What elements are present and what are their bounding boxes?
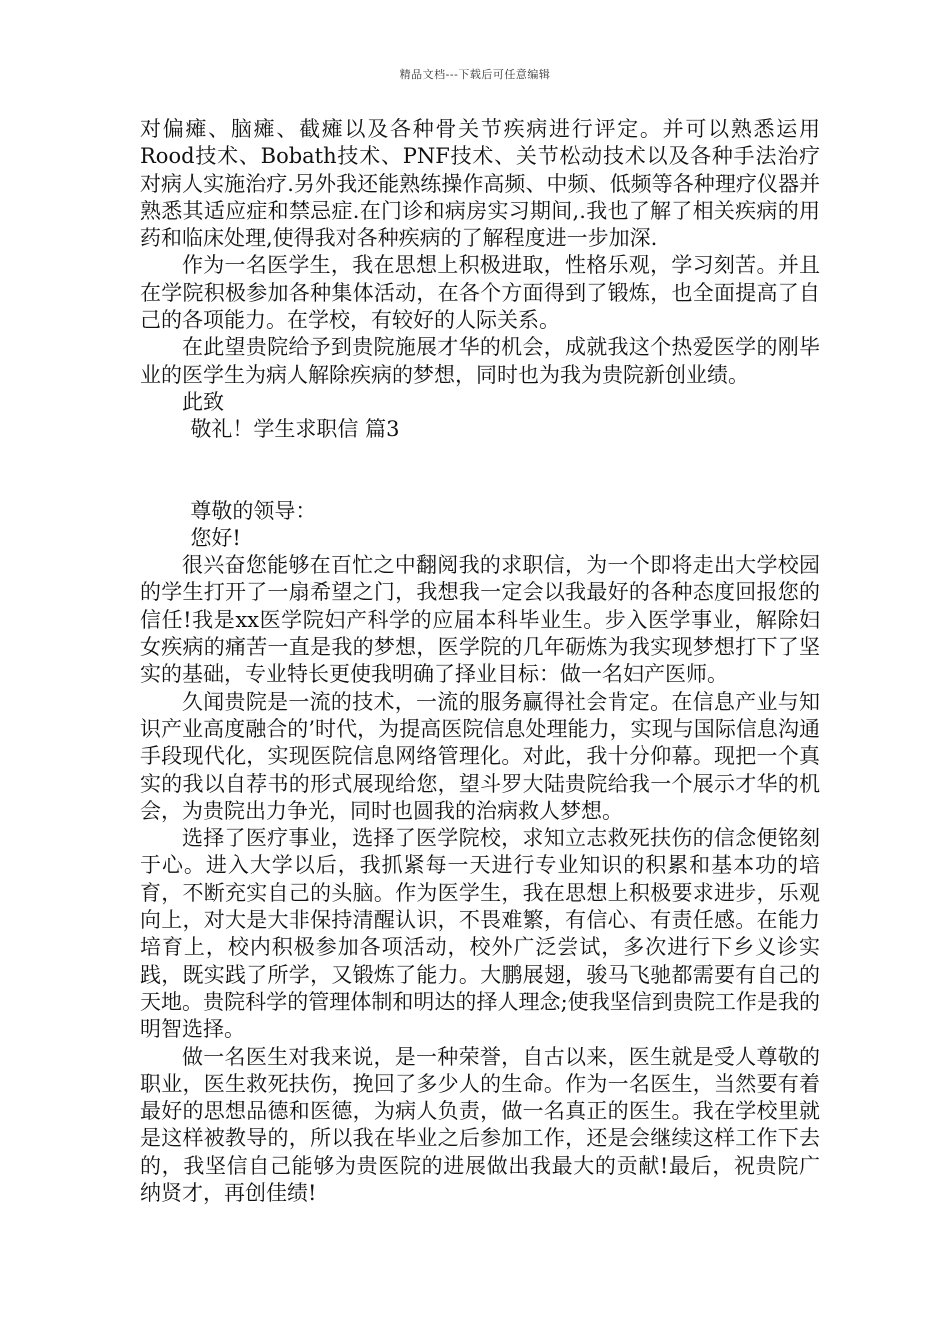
paragraph-university-experience: 选择了医疗事业，选择了医学院校，求知立志救死扶伤的信念便铭刻于心。进入大学以后，我抓紧每一天进行专业知识的积累和基本功的培育，不断充实自己的头脑。作为医学生，我在思想上积极要求进步，乐观向上，对大是大非保持清醒认识，不畏难繁，有信心、有责任感。在能力培育上，校内积极参加各项活动，校外广泛尝试，多次进行下乡义诊实践，既实践了所学，又锻炼了能力。大鹏展翅，骏马飞驰都需要有自己的天地。贵院科学的管理体制和明达的择人理念;使我坚信到贵院工作是我的明智选择。 xyxy=(140,826,820,1042)
letter-hello: 您好! xyxy=(190,525,241,550)
paragraph-introduction: 很兴奋您能够在百忙之中翻阅我的求职信，为一个即将走出大学校园的学生打开了一扇希望之门，我想我一定会以我最好的各种态度回报您的信任!我是xx医学院妇产科学的应届本科毕业生。步入医学事业，解除妇女疾病的痛苦一直是我的梦想，医学院的几年砺炼为我实现梦想打下了坚实的基础，专业特长更使我明确了择业目标：做一名妇产医师。 xyxy=(140,553,820,687)
paragraph-request: 在此望贵院给予到贵院施展才华的机会，成就我这个热爱医学的刚毕业的医学生为病人解除疾病的梦想，同时也为我为贵院新创业绩。 xyxy=(140,335,820,387)
letter-greeting: 尊敬的领导： xyxy=(190,498,317,523)
paragraph-evaluation-skills: 对偏瘫、脑瘫、截瘫以及各种骨关节疾病进行评定。并可以熟悉运用Rood技术、Bobath技术、PNF技术、关节松动技术以及各种手法治疗对病人实施治疗.另外我还能熟练操作高频、中频、低频等各种理疗仪器并熟悉其适应症和禁忌症.在门诊和病房实习期间,.我也了解了相关疾病的用药和临床处理,使得我对各种疾病的了解程度进一步加深. xyxy=(140,117,820,251)
document-body xyxy=(140,116,820,1207)
paragraph-hospital-reputation: 久闻贵院是一流的技术，一流的服务赢得社会肯定。在信息产业与知识产业高度融合的’时代，为提高医院信息处理能力，实现与国际信息沟通手段现代化，实现医院信息网络管理化。对此，我十分仰幕。现把一个真实的我以自荐书的形式展现给您，望斗罗大陆贵院给我一个展示才华的机会，为贵院出力争光，同时也圆我的治病救人梦想。 xyxy=(140,689,820,823)
section-gap xyxy=(140,444,820,498)
paragraph-personal-qualities: 作为一名医学生，我在思想上积极进取，性格乐观，学习刻苦。并且在学院积极参加各种集体活动，在各个方面得到了锻炼，也全面提高了自己的各项能力。在学校，有较好的人际关系。 xyxy=(140,253,820,333)
closing-jingli-section-title: 敬礼！学生求职信 篇3 xyxy=(190,417,400,442)
closing-cizhi: 此致 xyxy=(182,389,224,414)
paragraph-doctor-honor: 做一名医生对我来说，是一种荣誉，自古以来，医生就是受人尊敬的职业，医生救死扶伤，挽回了多少人的生命。作为一名医生，当然要有着最好的思想品德和医德，为病人负责，做一名真正的医生。我在学校里就是这样被教导的，所以我在毕业之后参加工作，还是会继续这样工作下去的，我坚信自己能够为贵医院的进展做出我最大的贡献!最后，祝贵院广纳贤才，再创佳绩! xyxy=(140,1044,820,1205)
page-header: 精品文档---下载后可任意编辑 xyxy=(399,68,551,81)
